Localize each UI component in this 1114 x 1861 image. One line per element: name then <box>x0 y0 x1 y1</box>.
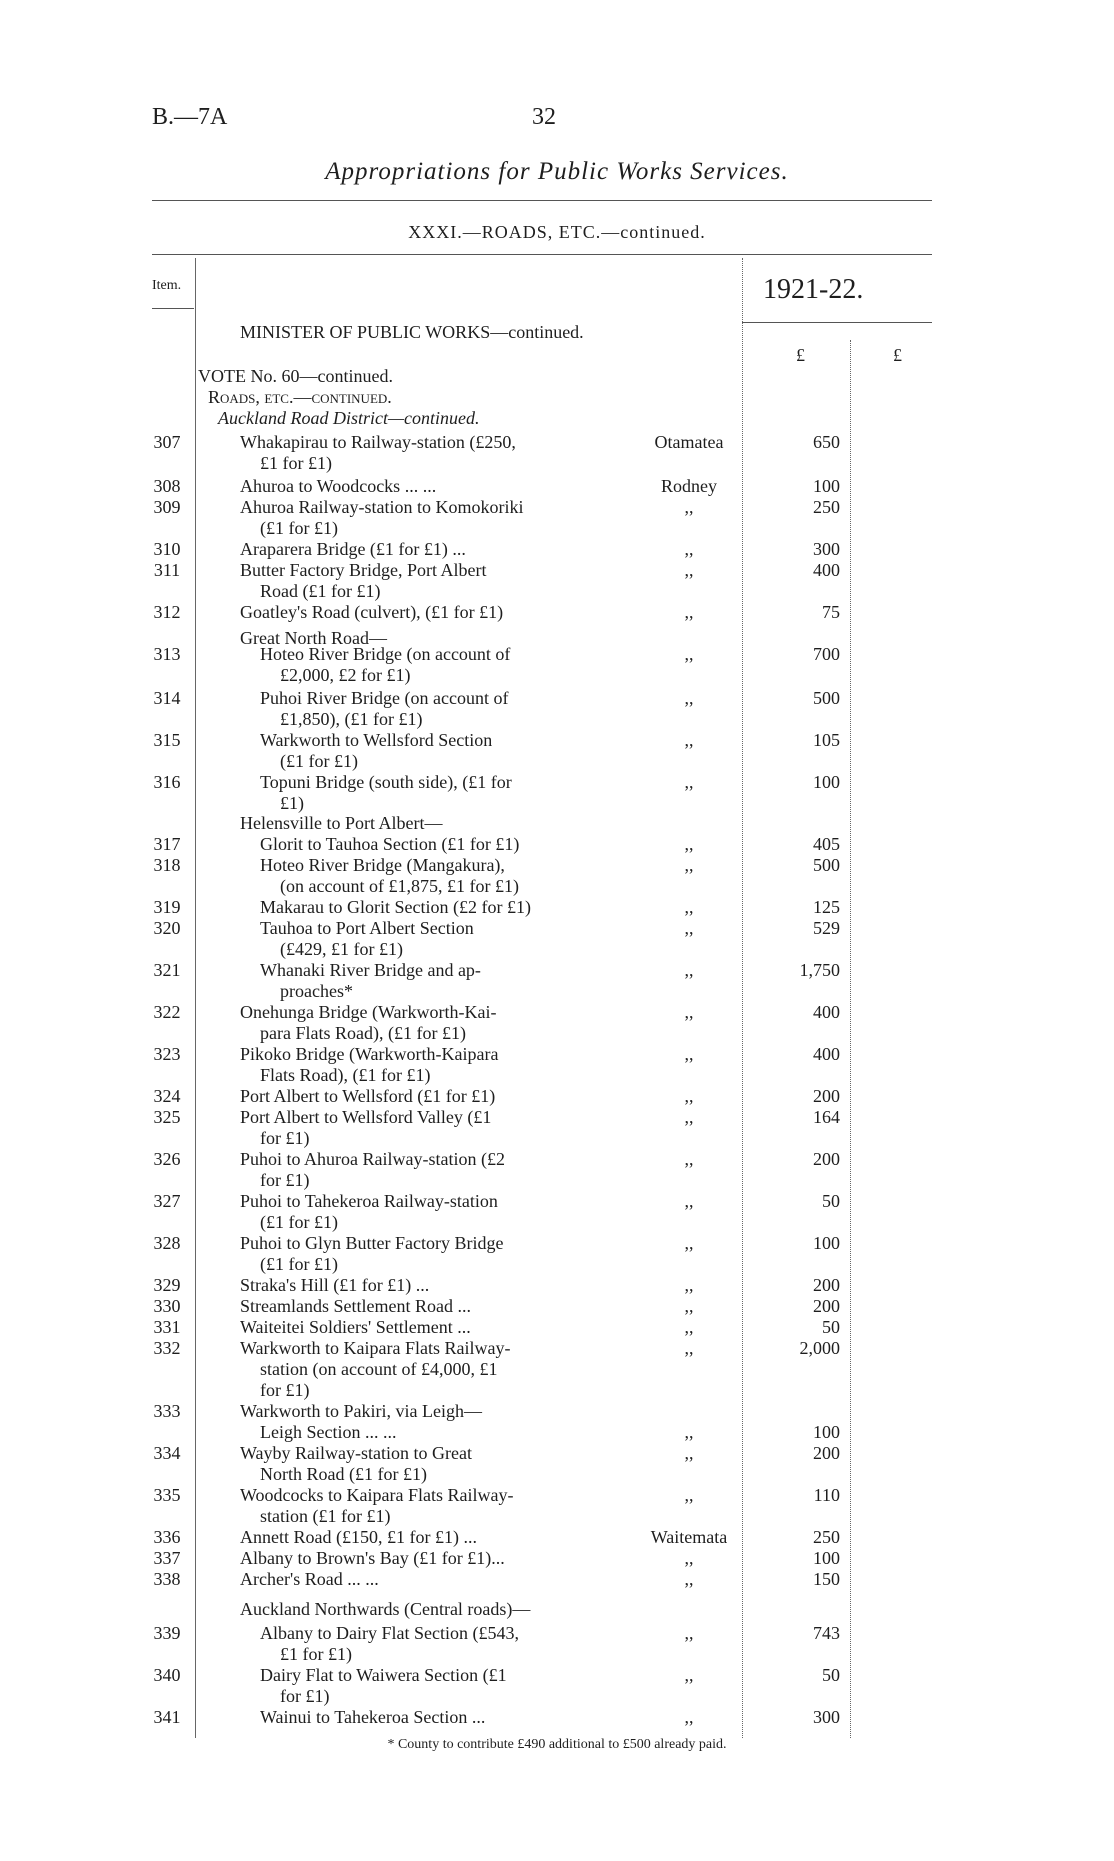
item-description-line: Goatley's Road (culvert), (£1 for £1) <box>240 602 504 622</box>
item-number: 322 <box>153 1002 181 1022</box>
item-description-line: £1 for £1) <box>280 1644 352 1664</box>
item-location: ,, <box>684 602 694 622</box>
item-description-line: for £1) <box>260 1380 310 1400</box>
item-number: 320 <box>153 918 181 938</box>
item-amount: 125 <box>813 897 840 917</box>
item-description-line: Road (£1 for £1) <box>260 581 381 601</box>
item-amount: 2,000 <box>799 1338 840 1358</box>
item-location: ,, <box>684 1044 694 1064</box>
item-description-line: Butter Factory Bridge, Port Albert <box>240 560 487 580</box>
item-amount: 1,750 <box>799 960 840 980</box>
item-description-line: station (on account of £4,000, £1 <box>260 1359 498 1379</box>
item-location: Waitemata <box>650 1527 728 1547</box>
item-description-line: for £1) <box>260 1170 310 1190</box>
item-description-line: for £1) <box>260 1128 310 1148</box>
title-rule <box>152 200 932 201</box>
item-amount: 100 <box>813 1422 840 1442</box>
item-description-line: £1,850), (£1 for £1) <box>280 709 423 729</box>
roads-heading: Roads, etc.—continued. <box>208 387 392 407</box>
item-location: ,, <box>684 1107 694 1127</box>
item-amount: 400 <box>813 560 840 580</box>
section-title: XXXI.—ROADS, ETC.—continued. <box>408 222 706 242</box>
item-number: 319 <box>153 897 181 917</box>
item-number: 339 <box>153 1623 181 1643</box>
item-description-line: Warkworth to Kaipara Flats Railway- <box>240 1338 511 1358</box>
item-amount: 300 <box>813 1707 840 1727</box>
item-description-line: Archer's Road ... ... <box>240 1569 379 1589</box>
item-location: ,, <box>684 1485 694 1505</box>
item-amount: 500 <box>813 855 840 875</box>
item-location: ,, <box>684 1086 694 1106</box>
item-description-line: Whakapirau to Railway-station (£250, <box>240 432 516 452</box>
item-number: 307 <box>153 432 181 452</box>
item-description-line: Wayby Railway-station to Great <box>240 1443 472 1463</box>
item-location: ,, <box>684 1707 694 1727</box>
item-description-line: (£1 for £1) <box>260 518 338 538</box>
item-amount: 100 <box>813 476 840 496</box>
item-description-line: Warkworth to Wellsford Section <box>260 730 493 750</box>
item-amount: 200 <box>813 1275 840 1295</box>
item-description-line: Puhoi River Bridge (on account of <box>260 688 509 708</box>
item-location: ,, <box>684 497 694 517</box>
vote-heading: VOTE No. 60—continued. <box>198 366 393 386</box>
item-description-line: station (£1 for £1) <box>260 1506 391 1526</box>
item-description-line: proaches* <box>280 981 353 1001</box>
item-amount: 650 <box>813 432 840 452</box>
amount-column-divider <box>850 340 851 1738</box>
item-amount: 529 <box>813 918 840 938</box>
item-description-line: Warkworth to Pakiri, via Leigh— <box>240 1401 482 1421</box>
item-description-line: Hoteo River Bridge (on account of <box>260 644 511 664</box>
item-amount: 150 <box>813 1569 840 1589</box>
item-number: 326 <box>153 1149 181 1169</box>
item-description-line: Topuni Bridge (south side), (£1 for <box>260 772 512 792</box>
item-location: ,, <box>684 644 694 664</box>
item-location: ,, <box>684 897 694 917</box>
item-amount: 110 <box>813 1485 840 1505</box>
subheading-great-north-road: Great North Road— <box>240 628 387 648</box>
item-location: ,, <box>684 1548 694 1568</box>
item-description-line: Puhoi to Ahuroa Railway-station (£2 <box>240 1149 505 1169</box>
item-description-line: Leigh Section ... ... <box>260 1422 397 1442</box>
item-location: ,, <box>684 1002 694 1022</box>
item-amount: 164 <box>813 1107 840 1127</box>
item-description-line: Streamlands Settlement Road ... <box>240 1296 471 1316</box>
item-description-line: North Road (£1 for £1) <box>260 1464 427 1484</box>
item-location: ,, <box>684 688 694 708</box>
item-location: ,, <box>684 1233 694 1253</box>
item-amount: 500 <box>813 688 840 708</box>
item-description-line: Port Albert to Wellsford Valley (£1 <box>240 1107 492 1127</box>
district-heading: Auckland Road District—continued. <box>218 408 480 428</box>
item-description-line: Ahuroa to Woodcocks ... ... <box>240 476 437 496</box>
table-top-rule <box>152 254 932 255</box>
item-description-line: (£1 for £1) <box>260 1212 338 1232</box>
item-amount: 250 <box>813 1527 840 1547</box>
item-description-line: (£1 for £1) <box>260 1254 338 1274</box>
item-number: 314 <box>153 688 181 708</box>
item-number: 308 <box>153 476 181 496</box>
pound-sign-column-2: £ <box>893 345 902 365</box>
item-location: ,, <box>684 1275 694 1295</box>
item-description-line: Wainui to Tahekeroa Section ... <box>260 1707 486 1727</box>
item-number: 311 <box>153 560 181 580</box>
item-description-line: Albany to Brown's Bay (£1 for £1)... <box>240 1548 505 1568</box>
item-amount: 105 <box>813 730 840 750</box>
item-amount: 100 <box>813 1548 840 1568</box>
item-number: 338 <box>153 1569 181 1589</box>
document-reference: B.—7A <box>152 104 228 130</box>
item-amount: 200 <box>813 1149 840 1169</box>
page-title: Appropriations for Public Works Services. <box>325 158 789 185</box>
item-description-line: Dairy Flat to Waiwera Section (£1 <box>260 1665 507 1685</box>
item-location: ,, <box>684 772 694 792</box>
item-location: ,, <box>684 1422 694 1442</box>
item-number: 334 <box>153 1443 181 1463</box>
item-location: ,, <box>684 1149 694 1169</box>
item-location: ,, <box>684 918 694 938</box>
item-number: 328 <box>153 1233 181 1253</box>
item-amount: 100 <box>813 772 840 792</box>
item-number: 333 <box>153 1401 181 1421</box>
item-number: 321 <box>153 960 181 980</box>
item-number: 309 <box>153 497 181 517</box>
item-description-line: para Flats Road), (£1 for £1) <box>260 1023 466 1043</box>
item-amount: 300 <box>813 539 840 559</box>
item-description-line: Whanaki River Bridge and ap- <box>260 960 481 980</box>
item-description-line: Port Albert to Wellsford (£1 for £1) <box>240 1086 496 1106</box>
item-location: ,, <box>684 855 694 875</box>
item-description-line: Annett Road (£150, £1 for £1) ... <box>240 1527 477 1547</box>
item-amount: 400 <box>813 1002 840 1022</box>
item-description-line: £2,000, £2 for £1) <box>280 665 411 685</box>
item-number: 330 <box>153 1296 181 1316</box>
item-amount: 75 <box>822 602 840 622</box>
pound-sign-column-1: £ <box>796 345 805 365</box>
item-location: ,, <box>684 539 694 559</box>
item-description-line: Tauhoa to Port Albert Section <box>260 918 474 938</box>
item-number: 341 <box>153 1707 181 1727</box>
ministry-heading: MINISTER OF PUBLIC WORKS—continued. <box>240 322 584 342</box>
item-amount: 200 <box>813 1443 840 1463</box>
item-amount: 743 <box>813 1623 840 1643</box>
item-location: ,, <box>684 1443 694 1463</box>
item-description-line: for £1) <box>280 1686 330 1706</box>
item-amount: 200 <box>813 1296 840 1316</box>
item-location: ,, <box>684 1296 694 1316</box>
item-location: ,, <box>684 1623 694 1643</box>
item-amount: 50 <box>822 1665 840 1685</box>
item-description-line: £1 for £1) <box>260 453 332 473</box>
item-number: 312 <box>153 602 181 622</box>
item-amount: 100 <box>813 1233 840 1253</box>
item-location: ,, <box>684 834 694 854</box>
item-number: 325 <box>153 1107 181 1127</box>
item-number: 335 <box>153 1485 181 1505</box>
item-description-line: Puhoi to Tahekeroa Railway-station <box>240 1191 498 1211</box>
item-number: 332 <box>153 1338 181 1358</box>
item-column-divider <box>195 258 196 1738</box>
item-description-line: Waiteitei Soldiers' Settlement ... <box>240 1317 471 1337</box>
subheading-auckland-northwards: Auckland Northwards (Central roads)— <box>240 1599 531 1619</box>
item-description-line: Hoteo River Bridge (Mangakura), <box>260 855 505 875</box>
item-description-line: Puhoi to Glyn Butter Factory Bridge <box>240 1233 504 1253</box>
item-description-line: (£1 for £1) <box>280 751 358 771</box>
item-number: 324 <box>153 1086 181 1106</box>
item-location: ,, <box>684 730 694 750</box>
footnote: * County to contribute £490 additional to £500 already paid. <box>387 1737 727 1752</box>
item-number: 329 <box>153 1275 181 1295</box>
item-number: 337 <box>153 1548 181 1568</box>
item-location: ,, <box>684 1338 694 1358</box>
item-number: 316 <box>153 772 181 792</box>
item-number: 317 <box>153 834 181 854</box>
item-number: 310 <box>153 539 181 559</box>
item-description-line: £1) <box>280 793 304 813</box>
item-amount: 700 <box>813 644 840 664</box>
item-description-line: Straka's Hill (£1 for £1) ... <box>240 1275 430 1295</box>
item-number: 331 <box>153 1317 181 1337</box>
item-amount: 50 <box>822 1191 840 1211</box>
item-amount: 405 <box>813 834 840 854</box>
item-description-line: Albany to Dairy Flat Section (£543, <box>260 1623 519 1643</box>
item-number: 318 <box>153 855 181 875</box>
item-number: 313 <box>153 644 181 664</box>
item-location: ,, <box>684 560 694 580</box>
column-header-item: Item. <box>152 278 182 293</box>
item-header-rule <box>152 308 194 309</box>
item-description-line: (on account of £1,875, £1 for £1) <box>280 876 519 896</box>
item-description-line: Ahuroa Railway-station to Komokoriki <box>240 497 524 517</box>
item-location: ,, <box>684 1569 694 1589</box>
item-description-line: Pikoko Bridge (Warkworth-Kaipara <box>240 1044 499 1064</box>
item-amount: 200 <box>813 1086 840 1106</box>
item-description-line: Araparera Bridge (£1 for £1) ... <box>240 539 466 559</box>
item-location: ,, <box>684 1665 694 1685</box>
column-header-year: 1921-22. <box>763 274 864 305</box>
item-location: ,, <box>684 1317 694 1337</box>
item-description-line: (£429, £1 for £1) <box>280 939 403 959</box>
item-description-line: Makarau to Glorit Section (£2 for £1) <box>260 897 531 917</box>
item-description-line: Woodcocks to Kaipara Flats Railway- <box>240 1485 514 1505</box>
item-location: Rodney <box>661 476 717 496</box>
item-number: 340 <box>153 1665 181 1685</box>
item-location: ,, <box>684 960 694 980</box>
page-number: 32 <box>532 104 556 130</box>
item-amount: 250 <box>813 497 840 517</box>
item-number: 327 <box>153 1191 181 1211</box>
item-number: 323 <box>153 1044 181 1064</box>
item-location: Otamatea <box>654 432 724 452</box>
item-amount: 400 <box>813 1044 840 1064</box>
item-description-line: Glorit to Tauhoa Section (£1 for £1) <box>260 834 520 854</box>
item-number: 336 <box>153 1527 181 1547</box>
item-description-line: Onehunga Bridge (Warkworth-Kai- <box>240 1002 497 1022</box>
item-description-line: Flats Road), (£1 for £1) <box>260 1065 431 1085</box>
item-amount: 50 <box>822 1317 840 1337</box>
item-location: ,, <box>684 1191 694 1211</box>
subheading-helensville: Helensville to Port Albert— <box>240 813 443 833</box>
item-number: 315 <box>153 730 181 750</box>
year-header-rule <box>742 322 932 323</box>
